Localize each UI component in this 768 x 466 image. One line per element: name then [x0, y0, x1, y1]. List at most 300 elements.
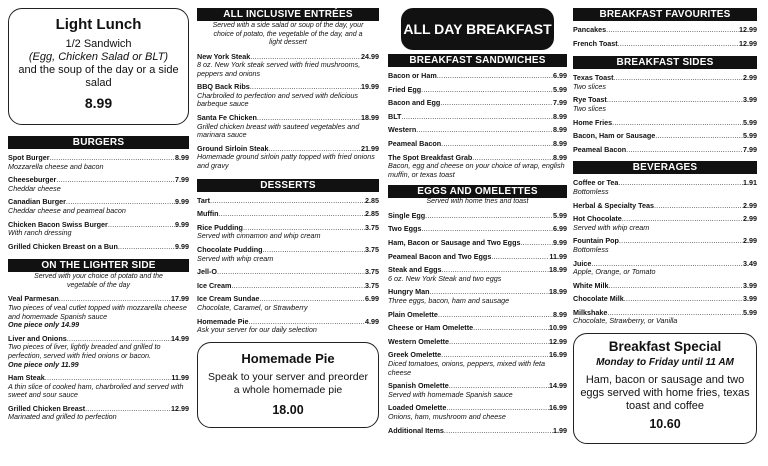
menu-item	[197, 282, 379, 291]
pie-text: Speak to your server and preorder a whole homemade pie	[208, 370, 368, 396]
menu-item	[388, 154, 567, 180]
dot-leader	[655, 132, 743, 141]
eggs-header: EGGS AND OMELETTES	[388, 185, 567, 198]
menu-item-name: Homemade Pie	[197, 316, 249, 326]
menu-item-row	[8, 243, 189, 252]
menu-item-price: 2.85	[365, 195, 379, 205]
menu-item-description: Bacon, egg and cheese on your choice of wrap, english muffin, or texas toast	[388, 161, 565, 179]
menu-item-name: Bacon or Ham	[388, 71, 437, 80]
menu-item-name: Grilled Chicken Breast on a Bun	[8, 241, 118, 251]
dot-leader	[108, 221, 175, 230]
menu-item-row	[388, 239, 567, 248]
dot-leader	[624, 295, 743, 304]
dot-leader	[231, 282, 365, 291]
light-lunch-box	[8, 8, 189, 125]
pie-price: 18.00	[272, 402, 304, 417]
menu-item	[573, 74, 757, 91]
menu-item	[573, 295, 757, 304]
menu-item-price: 11.99	[549, 251, 567, 261]
menu-item	[573, 96, 757, 113]
menu-item-price: 8.99	[553, 309, 567, 319]
menu-item	[8, 176, 189, 193]
dot-leader	[441, 140, 553, 149]
menu-item-name: Hungry Man	[388, 287, 430, 297]
menu-item	[573, 215, 757, 232]
menu-item-row	[388, 72, 567, 81]
dot-leader	[217, 268, 365, 277]
menu-item	[197, 197, 379, 206]
menu-item	[573, 282, 757, 291]
menu-item-extra: One piece only 14.99	[8, 320, 80, 330]
menu-item	[388, 382, 567, 399]
menu-item-name: Ham, Bacon or Sausage and Two Eggs	[388, 238, 521, 248]
menu-item-description: Three eggs, bacon, ham and sausage	[388, 296, 510, 305]
menu-item-row	[573, 202, 757, 211]
menu-item-name: Ice Cream Sundae	[197, 294, 260, 304]
menu-item	[197, 210, 379, 219]
menu-item-price: 2.99	[743, 73, 757, 83]
menu-item-price: 6.99	[553, 71, 567, 80]
menu-item-price: 3.75	[365, 267, 379, 277]
special-subtitle: Monday to Friday until 11 AM	[596, 357, 734, 369]
beverages-list	[573, 179, 757, 326]
menu-item	[388, 113, 567, 122]
menu-item-price: 12.99	[739, 38, 757, 48]
menu-item-name: Rice Pudding	[197, 222, 243, 232]
menu-item	[573, 179, 757, 196]
menu-item-name: Santa Fe Chicken	[197, 113, 257, 123]
dot-leader	[401, 113, 553, 122]
dot-leader	[421, 86, 553, 95]
menu-item-price: 4.99	[365, 316, 379, 326]
menu-item-name: Peameal Bacon	[573, 144, 627, 154]
menu-item-price: 5.99	[553, 84, 567, 94]
dot-leader	[449, 338, 549, 347]
menu-item-row	[388, 126, 567, 135]
menu-item	[388, 351, 567, 377]
menu-item-description: Bottomless	[573, 244, 609, 254]
menu-item-price: 3.75	[365, 280, 379, 290]
menu-item	[8, 154, 189, 171]
menu-item-price: 17.99	[171, 294, 189, 304]
menu-item-name: Fountain Pop	[573, 236, 619, 246]
light-lunch-title: Light Lunch	[55, 16, 142, 33]
menu-item	[573, 146, 757, 155]
menu-item-name: Home Fries	[573, 117, 613, 127]
menu-item-price: 18.99	[549, 265, 567, 275]
menu-item	[197, 295, 379, 312]
dot-leader	[473, 324, 549, 333]
menu-item-price: 2.99	[743, 236, 757, 246]
menu-item-description: Chocolate, Strawberry, or Vanilla	[573, 316, 678, 326]
menu-item-name: Grilled Chicken Breast	[8, 403, 86, 413]
dot-leader	[440, 99, 553, 108]
menu-item-row	[573, 295, 757, 304]
menu-item	[388, 288, 567, 305]
menu-item-name: Steak and Eggs	[388, 265, 442, 275]
menu-item-row	[388, 99, 567, 108]
menu-item	[197, 318, 379, 335]
menu-item	[388, 253, 567, 262]
special-text: Ham, bacon or sausage and two eggs served with home fries, texas toast and coffee	[580, 374, 750, 413]
entrees-list	[197, 53, 379, 171]
menu-item	[388, 266, 567, 283]
menu-item-description: Homemade ground sirloin patty topped with fried onions and gravy	[197, 152, 375, 171]
light-lunch-line2: (Egg, Chicken Salad or BLT)	[28, 51, 169, 63]
menu-item-price: 11.99	[171, 373, 189, 383]
menu-item-row	[573, 119, 757, 128]
menu-item-description: Served with cinnamon and whip cream	[197, 231, 321, 241]
homemade-pie-box	[197, 342, 379, 428]
dot-leader	[425, 212, 553, 221]
menu-item-name: Ground Sirloin Steak	[197, 143, 269, 153]
burgers-header: BURGERS	[8, 136, 189, 149]
menu-item-name: Cheeseburger	[8, 175, 57, 185]
dot-leader	[118, 243, 175, 252]
menu-item-description: Served with homemade Spanish sauce	[388, 389, 513, 399]
dot-leader	[520, 239, 553, 248]
menu-item-price: 7.99	[553, 98, 567, 108]
menu-item	[388, 212, 567, 221]
menu-item-name: BBQ Back Ribs	[197, 82, 250, 92]
menu-item	[8, 221, 189, 238]
menu-item	[573, 202, 757, 211]
menu-item	[388, 140, 567, 149]
menu-item-name: Canadian Burger	[8, 197, 66, 207]
menu-item-price: 9.99	[175, 197, 189, 207]
menu-item-price: 14.99	[171, 333, 189, 343]
menu-item-description: Two slices	[573, 81, 607, 91]
menu-item	[388, 311, 567, 320]
dot-leader	[437, 72, 553, 81]
menu-item-price: 8.99	[553, 138, 567, 148]
dot-leader	[491, 253, 549, 262]
dot-leader	[612, 119, 743, 128]
dot-leader	[444, 427, 553, 436]
dot-leader	[210, 197, 365, 206]
menu-item-price: 3.49	[743, 258, 757, 268]
menu-item-description: Cheddar cheese	[8, 183, 61, 193]
menu-item-price: 14.99	[549, 381, 567, 391]
beverages-header: BEVERAGES	[573, 161, 757, 174]
menu-item	[197, 53, 379, 79]
menu-item-name: Liver and Onions	[8, 333, 67, 343]
menu-item	[8, 405, 189, 422]
menu-item	[573, 309, 757, 326]
column-3	[388, 8, 567, 435]
column-1	[8, 8, 189, 422]
menu-item-name: White Milk	[573, 280, 609, 290]
sandwiches-list	[388, 72, 567, 179]
menu-item-description: Two pieces of liver, lightly breaded and grilled to perfection, served with fried onions or bacon.	[8, 342, 161, 360]
menu-item-description: Marinated and grilled to perfection	[8, 412, 117, 422]
menu-item-price: 2.99	[743, 200, 757, 210]
lighter-subtitle: Served with your choice of potato and the vegetable of the day	[34, 273, 163, 289]
menu-item-description: Cheddar cheese and peameal bacon	[8, 205, 126, 215]
menu-item-row	[573, 146, 757, 155]
menu-item-price: 10.99	[549, 323, 567, 333]
menu-item-name: Juice	[573, 258, 592, 268]
menu-item-price: 21.99	[361, 143, 379, 153]
menu-item-price: 8.99	[553, 125, 567, 135]
menu-item-price: 5.99	[743, 117, 757, 127]
menu-item	[388, 86, 567, 95]
menu-item-description: Served with whip cream	[573, 222, 650, 232]
favourites-header: BREAKFAST FAVOURITES	[573, 8, 757, 21]
menu-item-price: 18.99	[361, 113, 379, 123]
menu-item	[388, 225, 567, 234]
menu-item-name: Fried Egg	[388, 84, 422, 94]
menu-item-name: Peameal Bacon and Two Eggs	[388, 251, 492, 261]
menu-item-row	[388, 338, 567, 347]
menu-item-price: 3.99	[743, 95, 757, 105]
dot-leader	[416, 126, 553, 135]
dot-leader	[609, 282, 743, 291]
menu-item-description: Two pieces of veal cutlet topped with mozzarella cheese and homemade Spanish sauce	[8, 302, 187, 321]
menu-item-price: 8.99	[553, 152, 567, 162]
sandwiches-header: BREAKFAST SANDWICHES	[388, 54, 567, 67]
menu-item-description: A thin slice of cooked ham, charbroiled and served with sweet and sour sauce	[8, 381, 184, 400]
desserts-header: DESSERTS	[197, 179, 379, 192]
menu-item-price: 18.99	[549, 287, 567, 297]
menu-item-name: Hot Chocolate	[573, 214, 622, 224]
menu-item-name: Rye Toast	[573, 95, 607, 105]
menu-item-name: Bacon and Egg	[388, 98, 441, 108]
menu-item-row	[197, 210, 379, 219]
menu-item-description: With ranch dressing	[8, 228, 72, 238]
light-lunch-price: 8.99	[84, 95, 113, 111]
menu-item-price: 6.99	[553, 224, 567, 234]
menu-item-row	[197, 197, 379, 206]
menu-item-price: 12.99	[739, 25, 757, 34]
menu-item-name: The Spot Breakfast Grab	[388, 152, 473, 162]
menu-item-price: 6.99	[365, 294, 379, 304]
menu-item	[573, 237, 757, 254]
menu-item-row	[388, 253, 567, 262]
menu-item-name: French Toast	[573, 38, 618, 48]
menu-item-price: 19.99	[361, 82, 379, 92]
menu-item-price: 1.99	[553, 425, 567, 435]
menu-item-row	[573, 26, 757, 35]
menu-item-price: 9.99	[175, 219, 189, 229]
dot-leader	[56, 176, 175, 185]
entrees-header: ALL INCLUSIVE ENTRÉES	[197, 8, 379, 21]
menu-item-name: Western	[388, 125, 417, 135]
menu-item-row	[197, 268, 379, 277]
menu-item-price: 16.99	[549, 403, 567, 413]
menu-item-name: Muffin	[197, 209, 219, 219]
dot-leader	[619, 237, 743, 246]
menu-item-price: 2.85	[365, 209, 379, 219]
column-4	[573, 8, 757, 444]
menu-item-price: 3.75	[365, 245, 379, 254]
light-lunch-line3: and the soup of the day or a side salad	[18, 64, 179, 89]
menu-item-description: Onions, ham, mushroom and cheese	[388, 411, 506, 421]
menu-item-price: 9.99	[175, 241, 189, 251]
menu-item-name: Additional Items	[388, 425, 444, 435]
menu-item	[573, 26, 757, 35]
menu-item	[388, 427, 567, 436]
menu-item-name: Chicken Bacon Swiss Burger	[8, 219, 108, 229]
special-price: 10.60	[649, 417, 681, 432]
menu-item-name: Peameal Bacon	[388, 138, 442, 148]
menu-item-description: Mozzarella cheese and bacon	[8, 161, 104, 171]
menu-item-description: 6 oz. New York Steak and two eggs	[388, 273, 502, 283]
menu-item-row	[388, 311, 567, 320]
menu-item-description: Diced tomatoes, onions, peppers, mixed with feta cheese	[388, 358, 546, 377]
menu-item-name: Ham Steak	[8, 373, 45, 383]
dot-leader	[606, 26, 739, 35]
menu-item	[388, 324, 567, 333]
menu-item-name: Milkshake	[573, 307, 608, 317]
menu-item-price: 7.99	[175, 175, 189, 185]
menu-item-name: Tart	[197, 195, 211, 205]
menu-item-name: Plain Omelette	[388, 309, 438, 319]
menu-item	[197, 114, 379, 140]
sides-list	[573, 74, 757, 154]
dot-leader	[618, 179, 743, 188]
dot-leader	[219, 210, 365, 219]
menu-item-row	[388, 324, 567, 333]
menu-item-description: 8 oz. New York steak served with fried mushrooms, peppers and onions	[197, 60, 361, 78]
menu-item-name: Loaded Omelette	[388, 403, 447, 413]
menu-item-row	[388, 225, 567, 234]
menu-item-row	[388, 140, 567, 149]
menu-item-name: Two Eggs	[388, 224, 422, 234]
menu-item-name: Spot Burger	[8, 153, 50, 162]
menu-item-price: 16.99	[549, 350, 567, 360]
menu-item-name: Herbal & Specialty Teas	[573, 200, 654, 210]
menu-item	[388, 338, 567, 347]
eggs-list	[388, 212, 567, 435]
breakfast-special-box	[573, 333, 757, 444]
lighter-header: ON THE LIGHTER SIDE	[8, 259, 189, 272]
menu-item-price: 12.99	[549, 336, 567, 346]
menu-item-name: Ice Cream	[197, 280, 232, 290]
menu-item-description: Charbroiled to perfection and served with delicious barbeque sauce	[197, 90, 359, 109]
menu-item-description: Bottomless	[573, 186, 609, 196]
menu-item-price: 7.99	[743, 144, 757, 154]
all-day-breakfast-banner	[401, 8, 554, 50]
menu-item	[573, 260, 757, 277]
menu-item-price: 5.99	[743, 131, 757, 141]
menu-item-row	[573, 132, 757, 141]
menu-item-price: 1.91	[743, 178, 757, 188]
menu-item-price: 24.99	[361, 51, 379, 61]
menu-item-price: 5.99	[743, 307, 757, 317]
menu-item	[8, 198, 189, 215]
menu-item-price: 3.99	[743, 280, 757, 290]
menu-item-description: Served with whip cream	[197, 253, 274, 263]
menu-item-name: Texas Toast	[573, 73, 614, 83]
menu-item	[8, 335, 189, 369]
menu-item	[197, 83, 379, 109]
menu-item	[573, 132, 757, 141]
dot-leader	[438, 311, 553, 320]
dot-leader	[421, 225, 553, 234]
menu-item-row	[388, 113, 567, 122]
menu-item	[8, 243, 189, 252]
all-day-title: ALL DAY BREAKFAST	[403, 21, 552, 37]
menu-item-row	[388, 212, 567, 221]
entrees-subtitle: Served with a side salad or soup of the day, your choice of potato, the vegetable of the day, and a light dessert	[212, 22, 364, 46]
menu-item-price: 9.99	[553, 238, 567, 248]
menu-item-row	[573, 40, 757, 49]
menu-item	[388, 239, 567, 248]
menu-item-description: Chocolate, Caramel, or Strawberry	[197, 302, 308, 312]
menu-item-name: Pancakes	[573, 25, 607, 34]
menu-item-name: Veal Parmesan	[8, 294, 59, 304]
menu-item-name: Chocolate Milk	[573, 294, 624, 304]
sides-header: BREAKFAST SIDES	[573, 56, 757, 69]
menu-item	[197, 224, 379, 241]
menu-item-row	[388, 86, 567, 95]
menu-item-price: 8.99	[175, 153, 189, 162]
menu-item	[388, 126, 567, 135]
desserts-list	[197, 197, 379, 335]
dot-leader	[654, 202, 743, 211]
menu-item-name: Greek Omelette	[388, 350, 442, 360]
menu-item-description: Two slices	[573, 103, 607, 113]
menu-item	[197, 268, 379, 277]
menu-item-row	[197, 282, 379, 291]
pie-title: Homemade Pie	[241, 350, 335, 366]
dot-leader	[613, 74, 743, 83]
menu-item-name: Jell-O	[197, 267, 217, 277]
menu-item	[573, 40, 757, 49]
menu-item-price: 8.99	[553, 111, 567, 121]
menu-item-name: Single Egg	[388, 210, 426, 220]
menu-item	[197, 246, 379, 263]
menu-item-row	[573, 282, 757, 291]
menu-item	[8, 374, 189, 400]
menu-item-name: Coffee or Tea	[573, 178, 619, 188]
menu-item-description: Ask your server for our daily selection	[197, 325, 317, 335]
menu-item	[388, 99, 567, 108]
menu-item-description: Grilled chicken breast with sauteed vegetables and marinara sauce	[197, 121, 360, 140]
menu-item	[388, 72, 567, 81]
menu-item-name: Cheese or Ham Omelette	[388, 323, 474, 333]
menu-item	[8, 295, 189, 329]
menu-item	[388, 404, 567, 421]
light-lunch-line1: 1/2 Sandwich	[65, 38, 132, 50]
lighter-list	[8, 295, 189, 422]
special-title: Breakfast Special	[608, 339, 722, 355]
menu-item-name: Western Omelette	[388, 336, 449, 346]
column-2	[197, 8, 379, 428]
menu-item-name: Chocolate Pudding	[197, 245, 263, 254]
menu-item	[197, 145, 379, 171]
favourites-list	[573, 26, 757, 48]
menu-item-name: BLT	[388, 111, 402, 121]
menu-item-price: 5.99	[553, 210, 567, 220]
menu-item-price: 2.99	[743, 214, 757, 224]
menu-item-price: 3.99	[743, 294, 757, 304]
menu-item-price: 12.99	[171, 403, 189, 413]
burgers-list	[8, 154, 189, 251]
dot-leader	[626, 146, 743, 155]
menu-item-extra: One piece only 11.99	[8, 359, 79, 369]
eggs-subtitle: Served with home fries and toast	[426, 198, 529, 206]
menu-item-name: Spanish Omelette	[388, 381, 449, 391]
menu-item	[573, 119, 757, 128]
menu-item-description: Apple, Orange, or Tomato	[573, 267, 656, 277]
menu-item-name: New York Steak	[197, 51, 251, 61]
menu-item-name: Bacon, Ham or Sausage	[573, 131, 656, 141]
dot-leader	[618, 40, 739, 49]
dot-leader	[607, 96, 743, 105]
dot-leader	[262, 246, 365, 255]
